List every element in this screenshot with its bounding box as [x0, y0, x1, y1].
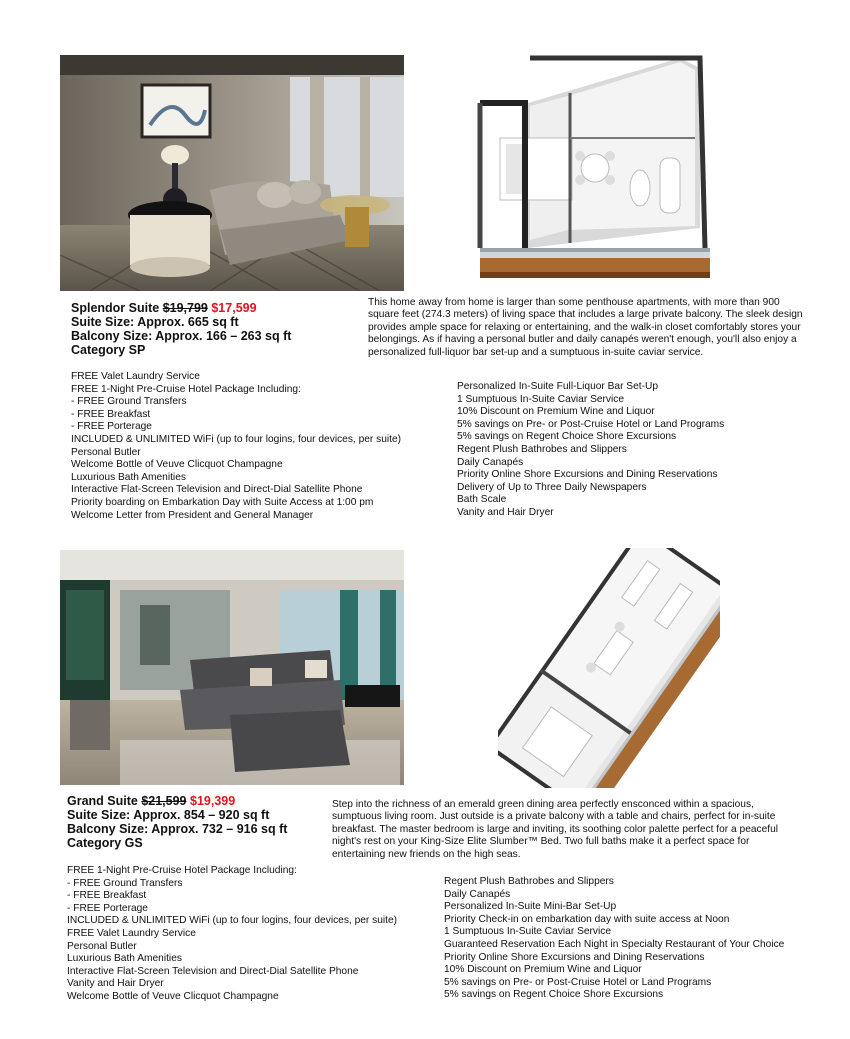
amenity-item: Personal Butler: [71, 446, 141, 458]
amenity-item: Delivery of Up to Three Daily Newspapers: [457, 481, 647, 493]
amenity-item: - FREE Ground Transfers: [67, 877, 183, 889]
amenity-item: FREE 1-Night Pre-Cruise Hotel Package Including:: [71, 383, 301, 395]
amenity-item: FREE Valet Laundry Service: [67, 927, 196, 939]
amenity-item: Luxurious Bath Amenities: [71, 471, 186, 483]
splendor-suite-photo: [60, 55, 404, 291]
original-price: $21,599: [141, 794, 187, 808]
amenity-item: 5% savings on Pre- or Post-Cruise Hotel or Land Programs: [444, 976, 712, 988]
balcony-size: Balcony Size: Approx. 732 – 916 sq ft: [67, 822, 288, 836]
amenity-item: Daily Canapés: [457, 456, 524, 468]
amenity-item: Vanity and Hair Dryer: [67, 978, 164, 990]
suite-size: Suite Size: Approx. 665 sq ft: [71, 315, 239, 329]
sale-price: $19,399: [190, 794, 236, 808]
splendor-suite-amenities-left: [71, 371, 431, 522]
splendor-suite-description: This home away from home is larger than some penthouse apartments, with more than 900 square feet (274.3 meters) of living space that includes a large private balcony. The sleek design provides ample space for relaxing or entertaining, and the walk-in closet comfortably stores your belongings. As if having a personal butler and daily canapés weren't enough, you'll also enjoy a personalized full-liquor bar set-up and a sumptuous in-suite caviar service.: [368, 297, 803, 358]
amenity-item: Priority Online Shore Excursions and Dining Reservations: [457, 469, 718, 481]
amenity-item: 5% savings on Pre- or Post-Cruise Hotel or Land Programs: [457, 418, 725, 430]
amenity-item: 10% Discount on Premium Wine and Liquor: [444, 964, 642, 976]
amenity-item: Interactive Flat-Screen Television and Direct-Dial Satellite Phone: [71, 484, 363, 496]
suite-name-price-line: [67, 794, 357, 808]
splendor-suite-amenities-right: [457, 381, 817, 520]
sale-price: $17,599: [211, 301, 257, 315]
category: Category GS: [67, 836, 143, 850]
amenity-item: - FREE Breakfast: [67, 890, 147, 902]
amenity-item: FREE Valet Laundry Service: [71, 371, 200, 382]
amenity-item: Welcome Bottle of Veuve Clicquot Champagne: [71, 459, 283, 471]
grand-suite-heading: [67, 794, 357, 850]
amenity-item: Personalized In-Suite Mini-Bar Set-Up: [444, 901, 617, 913]
grand-suite-photo: [60, 550, 404, 785]
amenity-item: 1 Sumptuous In-Suite Caviar Service: [444, 926, 612, 938]
suite-size: Suite Size: Approx. 854 – 920 sq ft: [67, 808, 270, 822]
amenity-item: - FREE Porterage: [67, 902, 148, 914]
balcony-size: Balcony Size: Approx. 166 – 263 sq ft: [71, 329, 292, 343]
amenity-item: - FREE Breakfast: [71, 408, 151, 420]
amenity-item: Guaranteed Reservation Each Night in Specialty Restaurant of Your Choice: [444, 938, 785, 950]
amenity-item: 5% savings on Regent Choice Shore Excursions: [444, 989, 664, 1001]
grand-suite-amenities-left: [67, 865, 437, 1004]
amenity-item: Regent Plush Bathrobes and Slippers: [457, 443, 627, 455]
suite-name: Splendor Suite: [71, 301, 160, 315]
amenity-item: Welcome Letter from President and General Manager: [71, 509, 314, 521]
amenity-item: Priority boarding on Embarkation Day with Suite Access at 1:00 pm: [71, 496, 374, 508]
suite-name-price-line: [71, 301, 361, 315]
amenity-item: Luxurious Bath Amenities: [67, 953, 182, 965]
amenity-item: Interactive Flat-Screen Television and Direct-Dial Satellite Phone: [67, 965, 359, 977]
amenity-item: Welcome Bottle of Veuve Clicquot Champagne: [67, 990, 279, 1002]
amenity-item: INCLUDED & UNLIMITED WiFi (up to four logins, four devices, per suite): [67, 915, 398, 927]
amenity-item: 10% Discount on Premium Wine and Liquor: [457, 406, 655, 418]
category: Category SP: [71, 343, 146, 357]
suite-name: Grand Suite: [67, 794, 138, 808]
amenity-item: Vanity and Hair Dryer: [457, 506, 554, 518]
amenity-item: Priority Online Shore Excursions and Dining Reservations: [444, 951, 705, 963]
amenity-item: - FREE Porterage: [71, 421, 152, 433]
grand-suite-description: Step into the richness of an emerald green dining area perfectly ensconced within a spacious, sumptuous living room. Just outside is a private balcony with a table and chairs, perfect for in-suite breakfast. The master bedroom is large and inviting, its soothing color palette perfect for a peaceful night's rest on your King-Size Elite Slumber™ Bed. Two full baths make it a perfect space for entertaining new friends on the high seas.: [332, 799, 779, 860]
amenity-item: Regent Plush Bathrobes and Slippers: [444, 876, 614, 887]
amenity-item: Bath Scale: [457, 494, 507, 506]
amenity-item: - FREE Ground Transfers: [71, 396, 187, 408]
amenity-item: 5% savings on Regent Choice Shore Excursions: [457, 431, 677, 443]
splendor-suite-heading: [71, 301, 361, 357]
grand-suite-floor-plan: [498, 548, 720, 788]
splendor-suite-floor-plan: [470, 48, 730, 280]
amenity-item: 1 Sumptuous In-Suite Caviar Service: [457, 393, 625, 405]
amenity-item: INCLUDED & UNLIMITED WiFi (up to four logins, four devices, per suite): [71, 433, 402, 445]
amenity-item: FREE 1-Night Pre-Cruise Hotel Package Including:: [67, 865, 297, 876]
grand-suite-amenities-right: [444, 876, 844, 1002]
original-price: $19,799: [162, 301, 208, 315]
amenity-item: Personalized In-Suite Full-Liquor Bar Set-Up: [457, 381, 659, 392]
amenity-item: Daily Canapés: [444, 888, 511, 900]
amenity-item: Priority Check-in on embarkation day with suite access at Noon: [444, 913, 730, 925]
amenity-item: Personal Butler: [67, 940, 137, 952]
